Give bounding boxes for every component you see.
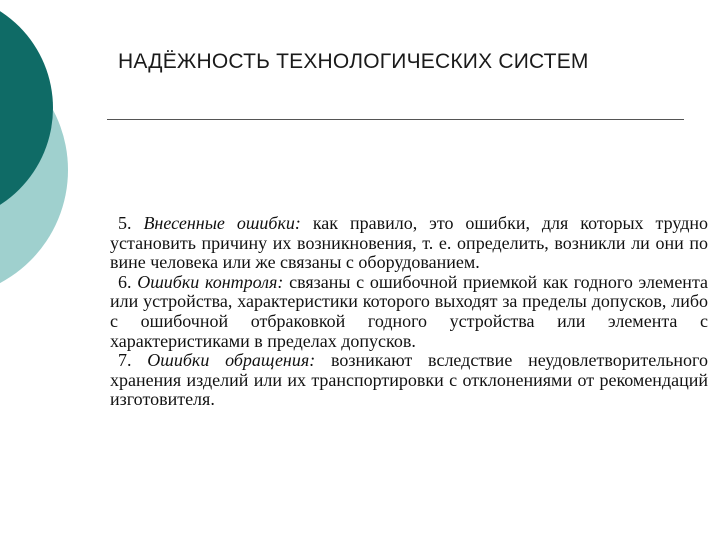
paragraph-text: связаны с ошибочной приемкой как годного элемента или устройства, характеристики которого выходят за пределы допусков, либо с ошибочной отбраковкой годного устройства или элемента с характеристиками в пределах допусков. [110,271,709,351]
paragraph-term: Ошибки обращения: [147,350,316,371]
scanned-text-block [110,214,708,410]
paragraph-number: 5. [118,213,132,233]
paragraph-term: Ошибки контроля: [137,271,284,292]
paragraph-number: 7. [118,350,132,371]
paragraph-text: как правило, это ошибки, для которых трудно установить причину их возникновения, т. е. определить, возникли ли они по вине человека или же связаны с оборудованием. [110,213,709,273]
slide-title: НАДЁЖНОСТЬ ТЕХНОЛОГИЧЕСКИХ СИСТЕМ [118,50,589,73]
decorative-circles [0,0,80,300]
paragraph-5 [110,214,708,273]
paragraph-6 [110,273,708,351]
paragraph-7 [110,351,708,410]
title-divider [107,119,684,120]
paragraph-number: 6. [118,271,132,292]
paragraph-text: возникают вследствие неудовлетворительного хранения изделий или их транспортировки с отклонениями от рекомендаций изготовителя. [110,350,708,410]
paragraph-term: Внесенные ошибки: [143,213,301,233]
